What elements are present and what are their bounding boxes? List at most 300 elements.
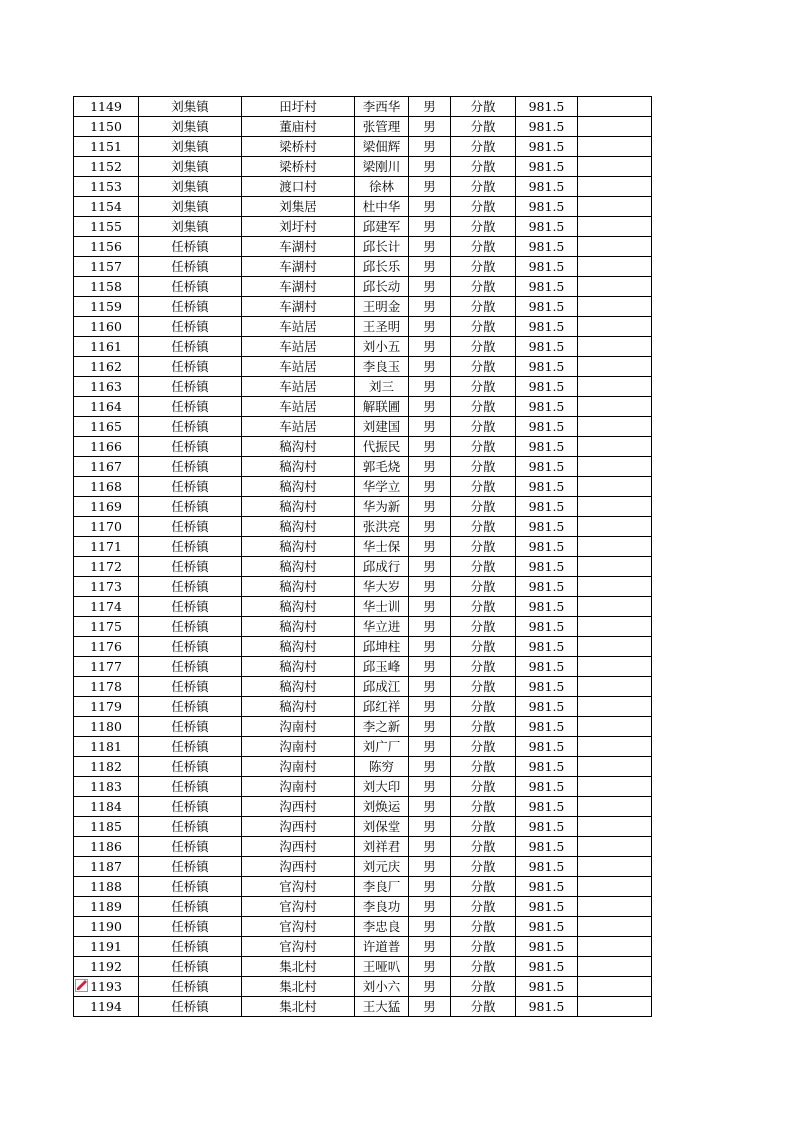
gender-cell[interactable] [409,817,451,837]
type-cell[interactable] [451,757,516,777]
type-cell[interactable] [451,97,516,117]
id-cell[interactable] [74,917,139,937]
amount-cell[interactable] [516,737,578,757]
town-cell[interactable] [139,797,242,817]
village-cell[interactable] [242,497,355,517]
town-cell[interactable] [139,737,242,757]
type-cell[interactable] [451,717,516,737]
gender-cell[interactable] [409,497,451,517]
extra-cell[interactable] [578,657,652,677]
id-cell[interactable] [74,117,139,137]
type-cell[interactable] [451,617,516,637]
type-cell[interactable] [451,557,516,577]
name-cell[interactable] [355,737,409,757]
gender-cell[interactable] [409,217,451,237]
id-cell[interactable] [74,177,139,197]
town-cell[interactable] [139,217,242,237]
extra-cell[interactable] [578,737,652,757]
type-cell[interactable] [451,217,516,237]
town-cell[interactable] [139,297,242,317]
village-cell[interactable] [242,897,355,917]
village-cell[interactable] [242,937,355,957]
extra-cell[interactable] [578,937,652,957]
name-cell[interactable] [355,797,409,817]
gender-cell[interactable] [409,557,451,577]
extra-cell[interactable] [578,137,652,157]
village-cell[interactable] [242,97,355,117]
type-cell[interactable] [451,897,516,917]
town-cell[interactable] [139,917,242,937]
name-cell[interactable] [355,397,409,417]
town-cell[interactable] [139,977,242,997]
town-cell[interactable] [139,397,242,417]
name-cell[interactable] [355,517,409,537]
town-cell[interactable] [139,957,242,977]
extra-cell[interactable] [578,477,652,497]
amount-cell[interactable] [516,777,578,797]
type-cell[interactable] [451,337,516,357]
type-cell[interactable] [451,857,516,877]
id-cell[interactable] [74,377,139,397]
name-cell[interactable] [355,357,409,377]
gender-cell[interactable] [409,777,451,797]
type-cell[interactable] [451,237,516,257]
town-cell[interactable] [139,517,242,537]
extra-cell[interactable] [578,197,652,217]
name-cell[interactable] [355,697,409,717]
town-cell[interactable] [139,677,242,697]
type-cell[interactable] [451,137,516,157]
town-cell[interactable] [139,577,242,597]
extra-cell[interactable] [578,337,652,357]
extra-cell[interactable] [578,297,652,317]
gender-cell[interactable] [409,277,451,297]
name-cell[interactable] [355,317,409,337]
village-cell[interactable] [242,757,355,777]
town-cell[interactable] [139,277,242,297]
id-cell[interactable] [74,457,139,477]
type-cell[interactable] [451,457,516,477]
type-cell[interactable] [451,937,516,957]
town-cell[interactable] [139,197,242,217]
id-cell[interactable] [74,617,139,637]
town-cell[interactable] [139,817,242,837]
name-cell[interactable] [355,717,409,737]
name-cell[interactable] [355,297,409,317]
village-cell[interactable] [242,237,355,257]
extra-cell[interactable] [578,497,652,517]
town-cell[interactable] [139,537,242,557]
name-cell[interactable] [355,637,409,657]
town-cell[interactable] [139,697,242,717]
town-cell[interactable] [139,137,242,157]
gender-cell[interactable] [409,917,451,937]
id-cell[interactable] [74,417,139,437]
amount-cell[interactable] [516,397,578,417]
town-cell[interactable] [139,477,242,497]
name-cell[interactable] [355,577,409,597]
id-cell[interactable] [74,677,139,697]
type-cell[interactable] [451,677,516,697]
extra-cell[interactable] [578,977,652,997]
id-cell[interactable] [74,137,139,157]
id-cell[interactable] [74,357,139,377]
id-cell[interactable] [74,877,139,897]
id-cell[interactable] [74,897,139,917]
gender-cell[interactable] [409,517,451,537]
amount-cell[interactable] [516,897,578,917]
type-cell[interactable] [451,417,516,437]
id-cell[interactable] [74,597,139,617]
town-cell[interactable] [139,637,242,657]
type-cell[interactable] [451,577,516,597]
amount-cell[interactable] [516,757,578,777]
gender-cell[interactable] [409,477,451,497]
village-cell[interactable] [242,337,355,357]
extra-cell[interactable] [578,577,652,597]
type-cell[interactable] [451,817,516,837]
name-cell[interactable] [355,97,409,117]
name-cell[interactable] [355,497,409,517]
village-cell[interactable] [242,197,355,217]
id-cell[interactable] [74,697,139,717]
id-cell[interactable] [74,157,139,177]
village-cell[interactable] [242,917,355,937]
gender-cell[interactable] [409,157,451,177]
name-cell[interactable] [355,937,409,957]
town-cell[interactable] [139,417,242,437]
name-cell[interactable] [355,137,409,157]
extra-cell[interactable] [578,997,652,1017]
type-cell[interactable] [451,537,516,557]
type-cell[interactable] [451,317,516,337]
gender-cell[interactable] [409,897,451,917]
type-cell[interactable] [451,997,516,1017]
gender-cell[interactable] [409,637,451,657]
name-cell[interactable] [355,677,409,697]
amount-cell[interactable] [516,837,578,857]
gender-cell[interactable] [409,237,451,257]
extra-cell[interactable] [578,697,652,717]
extra-cell[interactable] [578,857,652,877]
village-cell[interactable] [242,137,355,157]
amount-cell[interactable] [516,357,578,377]
type-cell[interactable] [451,497,516,517]
type-cell[interactable] [451,377,516,397]
gender-cell[interactable] [409,977,451,997]
gender-cell[interactable] [409,257,451,277]
name-cell[interactable] [355,957,409,977]
extra-cell[interactable] [578,557,652,577]
id-cell[interactable] [74,397,139,417]
town-cell[interactable] [139,177,242,197]
id-cell[interactable] [74,237,139,257]
name-cell[interactable] [355,157,409,177]
extra-cell[interactable] [578,637,652,657]
town-cell[interactable] [139,757,242,777]
id-cell[interactable] [74,257,139,277]
gender-cell[interactable] [409,957,451,977]
gender-cell[interactable] [409,457,451,477]
town-cell[interactable] [139,657,242,677]
amount-cell[interactable] [516,277,578,297]
type-cell[interactable] [451,517,516,537]
name-cell[interactable] [355,237,409,257]
extra-cell[interactable] [578,397,652,417]
village-cell[interactable] [242,697,355,717]
extra-cell[interactable] [578,597,652,617]
village-cell[interactable] [242,217,355,237]
id-cell[interactable] [74,997,139,1017]
gender-cell[interactable] [409,357,451,377]
village-cell[interactable] [242,437,355,457]
id-cell[interactable] [74,717,139,737]
name-cell[interactable] [355,557,409,577]
gender-cell[interactable] [409,737,451,757]
gender-cell[interactable] [409,717,451,737]
amount-cell[interactable] [516,957,578,977]
gender-cell[interactable] [409,417,451,437]
name-cell[interactable] [355,477,409,497]
type-cell[interactable] [451,637,516,657]
village-cell[interactable] [242,157,355,177]
extra-cell[interactable] [578,537,652,557]
village-cell[interactable] [242,557,355,577]
village-cell[interactable] [242,597,355,617]
name-cell[interactable] [355,177,409,197]
village-cell[interactable] [242,177,355,197]
town-cell[interactable] [139,497,242,517]
town-cell[interactable] [139,557,242,577]
village-cell[interactable] [242,257,355,277]
town-cell[interactable] [139,937,242,957]
village-cell[interactable] [242,397,355,417]
extra-cell[interactable] [578,957,652,977]
name-cell[interactable] [355,437,409,457]
extra-cell[interactable] [578,317,652,337]
id-cell[interactable] [74,477,139,497]
id-cell[interactable] [74,517,139,537]
extra-cell[interactable] [578,157,652,177]
name-cell[interactable] [355,917,409,937]
amount-cell[interactable] [516,137,578,157]
village-cell[interactable] [242,977,355,997]
name-cell[interactable] [355,817,409,837]
name-cell[interactable] [355,537,409,557]
type-cell[interactable] [451,357,516,377]
id-cell[interactable] [74,737,139,757]
village-cell[interactable] [242,377,355,397]
type-cell[interactable] [451,297,516,317]
name-cell[interactable] [355,897,409,917]
amount-cell[interactable] [516,557,578,577]
amount-cell[interactable] [516,677,578,697]
amount-cell[interactable] [516,697,578,717]
gender-cell[interactable] [409,797,451,817]
name-cell[interactable] [355,657,409,677]
type-cell[interactable] [451,277,516,297]
gender-cell[interactable] [409,377,451,397]
extra-cell[interactable] [578,617,652,637]
name-cell[interactable] [355,257,409,277]
extra-cell[interactable] [578,177,652,197]
amount-cell[interactable] [516,117,578,137]
town-cell[interactable] [139,877,242,897]
gender-cell[interactable] [409,197,451,217]
amount-cell[interactable] [516,377,578,397]
amount-cell[interactable] [516,817,578,837]
village-cell[interactable] [242,717,355,737]
amount-cell[interactable] [516,617,578,637]
village-cell[interactable] [242,677,355,697]
amount-cell[interactable] [516,537,578,557]
type-cell[interactable] [451,957,516,977]
id-cell[interactable] [74,217,139,237]
name-cell[interactable] [355,857,409,877]
extra-cell[interactable] [578,357,652,377]
amount-cell[interactable] [516,317,578,337]
town-cell[interactable] [139,857,242,877]
town-cell[interactable] [139,357,242,377]
type-cell[interactable] [451,257,516,277]
gender-cell[interactable] [409,297,451,317]
village-cell[interactable] [242,517,355,537]
id-cell[interactable] [74,337,139,357]
type-cell[interactable] [451,977,516,997]
id-cell[interactable] [74,537,139,557]
town-cell[interactable] [139,717,242,737]
extra-cell[interactable] [578,837,652,857]
extra-cell[interactable] [578,117,652,137]
extra-cell[interactable] [578,517,652,537]
name-cell[interactable] [355,597,409,617]
village-cell[interactable] [242,657,355,677]
amount-cell[interactable] [516,417,578,437]
town-cell[interactable] [139,117,242,137]
amount-cell[interactable] [516,857,578,877]
gender-cell[interactable] [409,317,451,337]
extra-cell[interactable] [578,717,652,737]
village-cell[interactable] [242,857,355,877]
amount-cell[interactable] [516,497,578,517]
gender-cell[interactable] [409,337,451,357]
village-cell[interactable] [242,117,355,137]
gender-cell[interactable] [409,937,451,957]
type-cell[interactable] [451,737,516,757]
id-cell[interactable] [74,657,139,677]
extra-cell[interactable] [578,757,652,777]
extra-cell[interactable] [578,97,652,117]
amount-cell[interactable] [516,797,578,817]
gender-cell[interactable] [409,837,451,857]
village-cell[interactable] [242,637,355,657]
id-cell[interactable] [74,437,139,457]
town-cell[interactable] [139,237,242,257]
village-cell[interactable] [242,297,355,317]
gender-cell[interactable] [409,537,451,557]
town-cell[interactable] [139,337,242,357]
id-cell[interactable] [74,197,139,217]
id-cell[interactable] [74,97,139,117]
amount-cell[interactable] [516,477,578,497]
gender-cell[interactable] [409,677,451,697]
town-cell[interactable] [139,377,242,397]
village-cell[interactable] [242,837,355,857]
gender-cell[interactable] [409,577,451,597]
name-cell[interactable] [355,377,409,397]
extra-cell[interactable] [578,877,652,897]
name-cell[interactable] [355,217,409,237]
id-cell[interactable] [74,577,139,597]
town-cell[interactable] [139,617,242,637]
extra-cell[interactable] [578,677,652,697]
type-cell[interactable] [451,597,516,617]
village-cell[interactable] [242,997,355,1017]
village-cell[interactable] [242,417,355,437]
amount-cell[interactable] [516,257,578,277]
amount-cell[interactable] [516,197,578,217]
amount-cell[interactable] [516,877,578,897]
town-cell[interactable] [139,437,242,457]
extra-cell[interactable] [578,917,652,937]
gender-cell[interactable] [409,397,451,417]
type-cell[interactable] [451,117,516,137]
amount-cell[interactable] [516,517,578,537]
type-cell[interactable] [451,837,516,857]
village-cell[interactable] [242,617,355,637]
id-cell[interactable] [74,757,139,777]
type-cell[interactable] [451,197,516,217]
amount-cell[interactable] [516,637,578,657]
extra-cell[interactable] [578,797,652,817]
amount-cell[interactable] [516,337,578,357]
gender-cell[interactable] [409,857,451,877]
village-cell[interactable] [242,737,355,757]
amount-cell[interactable] [516,917,578,937]
name-cell[interactable] [355,877,409,897]
amount-cell[interactable] [516,437,578,457]
type-cell[interactable] [451,697,516,717]
extra-cell[interactable] [578,257,652,277]
amount-cell[interactable] [516,977,578,997]
name-cell[interactable] [355,337,409,357]
name-cell[interactable] [355,837,409,857]
extra-cell[interactable] [578,417,652,437]
id-cell[interactable] [74,797,139,817]
name-cell[interactable] [355,777,409,797]
name-cell[interactable] [355,277,409,297]
amount-cell[interactable] [516,297,578,317]
extra-cell[interactable] [578,377,652,397]
id-cell[interactable] [74,497,139,517]
name-cell[interactable] [355,197,409,217]
town-cell[interactable] [139,317,242,337]
extra-cell[interactable] [578,217,652,237]
gender-cell[interactable] [409,617,451,637]
name-cell[interactable] [355,117,409,137]
name-cell[interactable] [355,757,409,777]
name-cell[interactable] [355,457,409,477]
id-cell[interactable] [74,937,139,957]
type-cell[interactable] [451,177,516,197]
id-cell[interactable] [74,977,139,997]
extra-cell[interactable] [578,457,652,477]
type-cell[interactable] [451,657,516,677]
town-cell[interactable] [139,837,242,857]
id-cell[interactable] [74,557,139,577]
id-cell[interactable] [74,857,139,877]
amount-cell[interactable] [516,717,578,737]
